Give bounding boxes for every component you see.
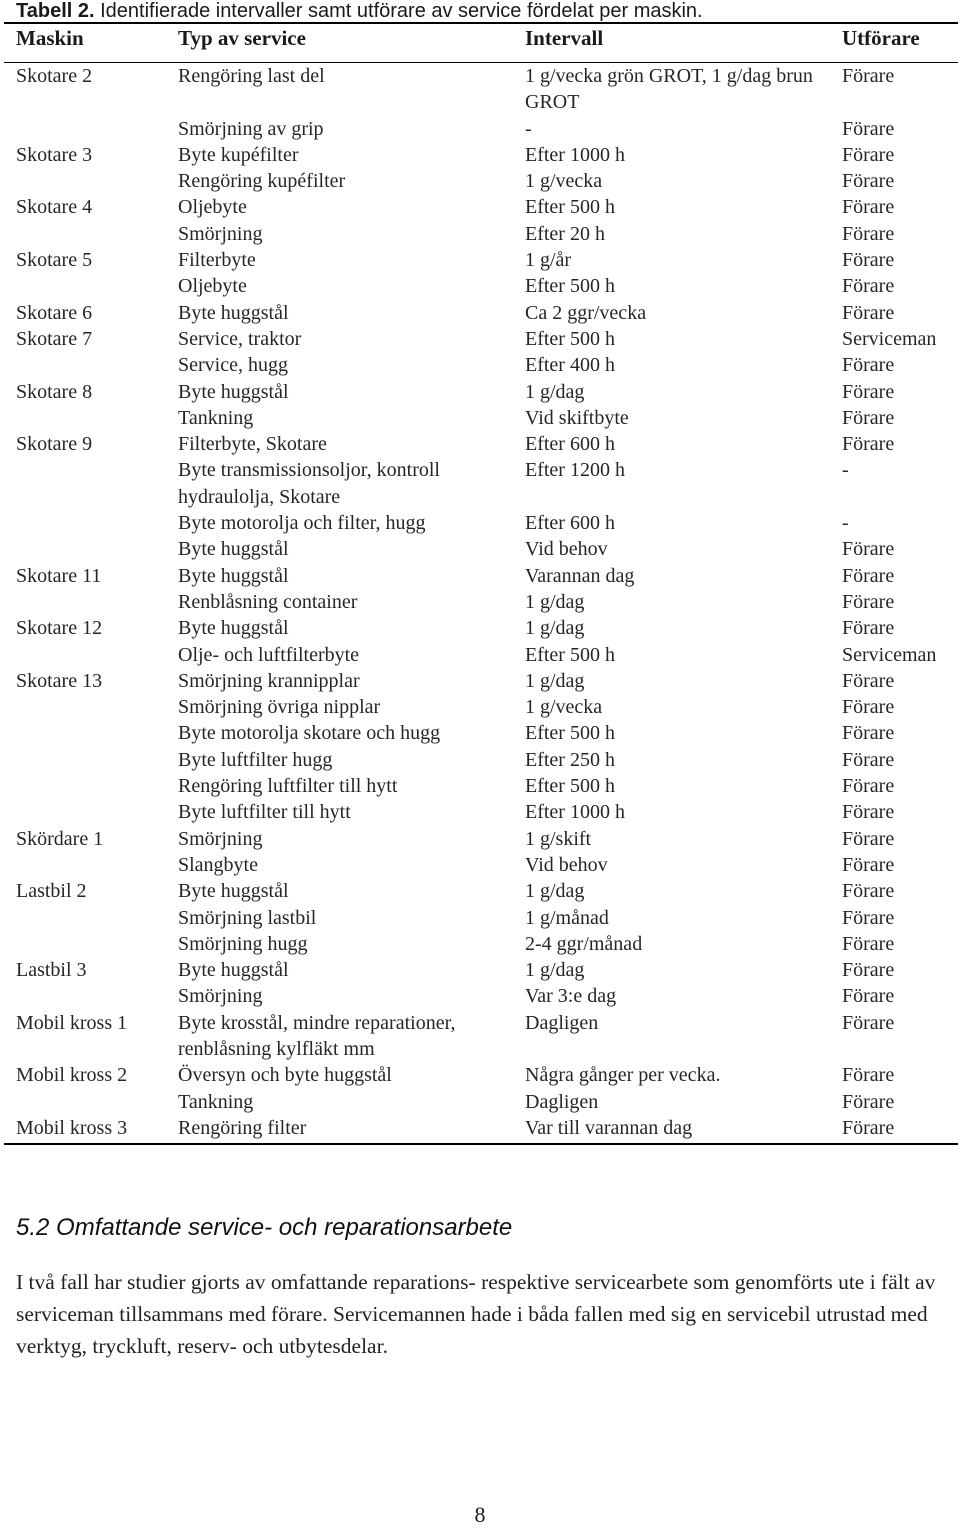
cell-maskin: Skotare 12 [16, 617, 103, 640]
cell-intervall: Efter 500 h [525, 196, 615, 219]
cell-utforare: Förare [842, 538, 895, 561]
cell-maskin: Skotare 3 [16, 143, 93, 166]
cell-utforare: Förare [842, 1011, 895, 1034]
table-row [0, 931, 960, 957]
cell-typ: Smörjning krannipplar [178, 669, 360, 692]
cell-typ: Byte transmissionsoljor, kontroll hydraulolja, Skotare [178, 459, 440, 508]
cell-utforare: Förare [842, 249, 895, 272]
cell-intervall: Efter 500 h [525, 275, 615, 298]
cell-maskin: Mobil kross 2 [16, 1064, 128, 1087]
cell-typ: Service, hugg [178, 354, 288, 377]
header-intervall: Intervall [525, 26, 604, 50]
cell-intervall: 1 g/månad [525, 906, 609, 929]
cell-typ: Översyn och byte huggstål [178, 1064, 392, 1087]
cell-maskin: Skotare 7 [16, 327, 93, 350]
cell-typ: Byte luftfilter hugg [178, 748, 333, 771]
table-row [0, 773, 960, 799]
table-row [0, 747, 960, 773]
table-row [0, 300, 960, 326]
table-row [0, 221, 960, 247]
page-number: 8 [474, 1502, 486, 1527]
table-row [0, 905, 960, 931]
table-row [0, 142, 960, 168]
cell-utforare: Förare [842, 590, 895, 613]
cell-typ: Byte motorolja och filter, hugg [178, 512, 426, 535]
cell-utforare: Förare [842, 301, 895, 324]
table-row [0, 1089, 960, 1115]
table-row [0, 878, 960, 904]
cell-typ: Byte huggstål [178, 959, 289, 982]
cell-intervall: Efter 400 h [525, 354, 615, 377]
cell-utforare: Förare [842, 669, 895, 692]
cell-utforare: Förare [842, 906, 895, 929]
cell-typ: Rengöring luftfilter till hytt [178, 775, 398, 798]
cell-maskin: Skotare 11 [16, 564, 102, 587]
table-row [0, 694, 960, 720]
cell-intervall: 1 g/vecka [525, 696, 603, 719]
cell-typ: Smörjning hugg [178, 932, 308, 955]
cell-utforare: Förare [842, 959, 895, 982]
cell-typ: Smörjning [178, 985, 263, 1008]
cell-intervall: 1 g/dag [525, 880, 585, 903]
cell-maskin: Skotare 9 [16, 433, 93, 456]
cell-intervall: Varannan dag [525, 564, 635, 587]
table-row [0, 352, 960, 378]
cell-utforare: Serviceman [842, 327, 937, 350]
table-body [0, 63, 960, 1141]
cell-utforare: Förare [842, 801, 895, 824]
cell-typ: Olje- och luftfilterbyte [178, 643, 360, 666]
table-caption-text: Identifierade intervaller samt utförare av service fördelat per maskin. [100, 0, 703, 22]
cell-typ: Slangbyte [178, 853, 258, 876]
cell-typ: Byte huggstål [178, 301, 289, 324]
table-row [0, 1010, 960, 1063]
cell-typ: Byte huggstål [178, 880, 289, 903]
cell-typ: Smörjning [178, 827, 263, 850]
table-row [0, 589, 960, 615]
cell-utforare: Förare [842, 222, 895, 245]
cell-typ: Filterbyte [178, 249, 256, 272]
table-row [0, 799, 960, 825]
cell-intervall: 1 g/vecka grön GROT, 1 g/dag brun GROT [525, 65, 813, 114]
cell-utforare: Förare [842, 1090, 895, 1113]
cell-utforare: Förare [842, 985, 895, 1008]
cell-intervall: Efter 1000 h [525, 801, 625, 824]
table-bottom-rule [4, 1143, 958, 1145]
cell-typ: Smörjning [178, 222, 263, 245]
cell-maskin: Skotare 6 [16, 301, 93, 324]
cell-utforare: Förare [842, 932, 895, 955]
cell-utforare: Förare [842, 748, 895, 771]
cell-intervall: Vid skiftbyte [525, 406, 629, 429]
cell-typ: Byte kupéfilter [178, 143, 299, 166]
cell-intervall: Några gånger per vecka. [525, 1064, 721, 1087]
table-row [0, 957, 960, 983]
table-row [0, 431, 960, 457]
cell-intervall: Dagligen [525, 1011, 599, 1034]
cell-maskin: Lastbil 2 [16, 880, 87, 903]
table-row [0, 983, 960, 1009]
table-row [0, 826, 960, 852]
table-header [0, 24, 960, 62]
table-row [0, 720, 960, 746]
cell-typ: Byte huggstål [178, 538, 289, 561]
cell-intervall: Efter 600 h [525, 433, 615, 456]
cell-typ: Service, traktor [178, 327, 302, 350]
table-row [0, 168, 960, 194]
cell-maskin: Skotare 8 [16, 380, 93, 403]
table-row [0, 326, 960, 352]
cell-utforare: Förare [842, 880, 895, 903]
table-row [0, 116, 960, 142]
table-row [0, 642, 960, 668]
table-row [0, 563, 960, 589]
cell-intervall: Var till varannan dag [525, 1116, 693, 1139]
cell-maskin: Mobil kross 1 [16, 1011, 128, 1034]
cell-utforare: Förare [842, 775, 895, 798]
cell-utforare: Förare [842, 1116, 895, 1139]
table-row [0, 536, 960, 562]
cell-utforare: Förare [842, 433, 895, 456]
table-row [0, 273, 960, 299]
cell-typ: Smörjning lastbil [178, 906, 317, 929]
table-row [0, 510, 960, 536]
header-typ-av-service: Typ av service [178, 26, 306, 50]
cell-utforare: - [842, 512, 849, 535]
cell-intervall: Vid behov [525, 538, 608, 561]
cell-utforare: Förare [842, 1064, 895, 1087]
cell-intervall: Efter 500 h [525, 775, 615, 798]
cell-typ: Rengöring filter [178, 1116, 307, 1139]
cell-utforare: Serviceman [842, 643, 937, 666]
cell-typ: Byte huggstål [178, 564, 289, 587]
cell-intervall: 1 g/dag [525, 959, 585, 982]
cell-maskin: Mobil kross 3 [16, 1116, 128, 1139]
cell-intervall: Dagligen [525, 1090, 599, 1113]
cell-maskin: Skotare 5 [16, 249, 93, 272]
cell-utforare: Förare [842, 406, 895, 429]
cell-utforare: Förare [842, 853, 895, 876]
cell-utforare: - [842, 459, 849, 482]
cell-typ: Byte luftfilter till hytt [178, 801, 351, 824]
cell-utforare: Förare [842, 143, 895, 166]
cell-maskin: Skotare 13 [16, 669, 103, 692]
section-heading: 5.2 Omfattande service- och reparationsarbete [16, 1214, 513, 1241]
cell-utforare: Förare [842, 564, 895, 587]
cell-utforare: Förare [842, 827, 895, 850]
table-row [0, 1115, 960, 1141]
cell-typ: Byte huggstål [178, 617, 289, 640]
cell-typ: Filterbyte, Skotare [178, 433, 327, 456]
cell-intervall: Efter 250 h [525, 748, 615, 771]
cell-utforare: Förare [842, 617, 895, 640]
table-row [0, 405, 960, 431]
cell-maskin: Skotare 2 [16, 65, 93, 87]
cell-utforare: Förare [842, 722, 895, 745]
cell-intervall: Efter 500 h [525, 327, 615, 350]
cell-utforare: Förare [842, 354, 895, 377]
cell-intervall: 1 g/skift [525, 827, 592, 850]
cell-intervall: Efter 1200 h [525, 459, 625, 482]
cell-typ: Byte huggstål [178, 380, 289, 403]
table-row [0, 379, 960, 405]
cell-typ: Smörjning av grip [178, 117, 324, 140]
cell-typ: Oljebyte [178, 275, 247, 298]
cell-intervall: Efter 500 h [525, 643, 615, 666]
cell-intervall: 1 g/dag [525, 617, 585, 640]
cell-typ: Oljebyte [178, 196, 247, 219]
cell-typ: Tankning [178, 1090, 254, 1113]
header-maskin: Maskin [16, 26, 84, 50]
table-row [0, 63, 960, 116]
cell-intervall: 1 g/dag [525, 590, 585, 613]
table-row [0, 247, 960, 273]
cell-typ: Tankning [178, 406, 254, 429]
cell-intervall: 1 g/dag [525, 380, 585, 403]
cell-intervall: Efter 500 h [525, 722, 615, 745]
cell-intervall: Efter 20 h [525, 222, 605, 245]
table-row [0, 615, 960, 641]
cell-utforare: Förare [842, 275, 895, 298]
table-caption [16, 0, 703, 22]
cell-intervall: Efter 600 h [525, 512, 615, 535]
table-row [0, 668, 960, 694]
cell-typ: Rengöring last del [178, 65, 325, 87]
cell-intervall: - [525, 117, 532, 140]
cell-maskin: Skotare 4 [16, 196, 93, 219]
table-caption-label: Tabell 2. [16, 0, 95, 22]
cell-intervall: Ca 2 ggr/vecka [525, 301, 647, 324]
cell-intervall: Var 3:e dag [525, 985, 617, 1008]
cell-intervall: 2-4 ggr/månad [525, 932, 643, 955]
cell-intervall: Vid behov [525, 853, 608, 876]
table-row [0, 194, 960, 220]
cell-utforare: Förare [842, 117, 895, 140]
cell-intervall: Efter 1000 h [525, 143, 625, 166]
cell-intervall: 1 g/vecka [525, 170, 603, 193]
cell-typ: Byte krosstål, mindre reparationer, renblåsning kylfläkt mm [178, 1011, 456, 1060]
cell-utforare: Förare [842, 65, 895, 87]
table-row [0, 457, 960, 510]
cell-utforare: Förare [842, 696, 895, 719]
cell-typ: Smörjning övriga nipplar [178, 696, 381, 719]
cell-typ: Renblåsning container [178, 590, 358, 613]
cell-utforare: Förare [842, 170, 895, 193]
cell-maskin: Skördare 1 [16, 827, 104, 850]
cell-typ: Byte motorolja skotare och hugg [178, 722, 441, 745]
table-row [0, 1062, 960, 1088]
cell-intervall: 1 g/dag [525, 669, 585, 692]
cell-maskin: Lastbil 3 [16, 959, 87, 982]
cell-utforare: Förare [842, 380, 895, 403]
cell-intervall: 1 g/år [525, 249, 572, 272]
table-row [0, 852, 960, 878]
section-paragraph: I två fall har studier gjorts av omfattande reparations- respektive servicearbete som genomförts ute i fält av serviceman tillsammans med förare. Servicemannen hade i båda fallen med sig en servicebil utrustad med verktyg, tryckluft, reserv- och utbytesdelar. [16, 1270, 936, 1358]
cell-typ: Rengöring kupéfilter [178, 170, 346, 193]
header-utforare: Utförare [842, 26, 920, 50]
cell-utforare: Förare [842, 196, 895, 219]
